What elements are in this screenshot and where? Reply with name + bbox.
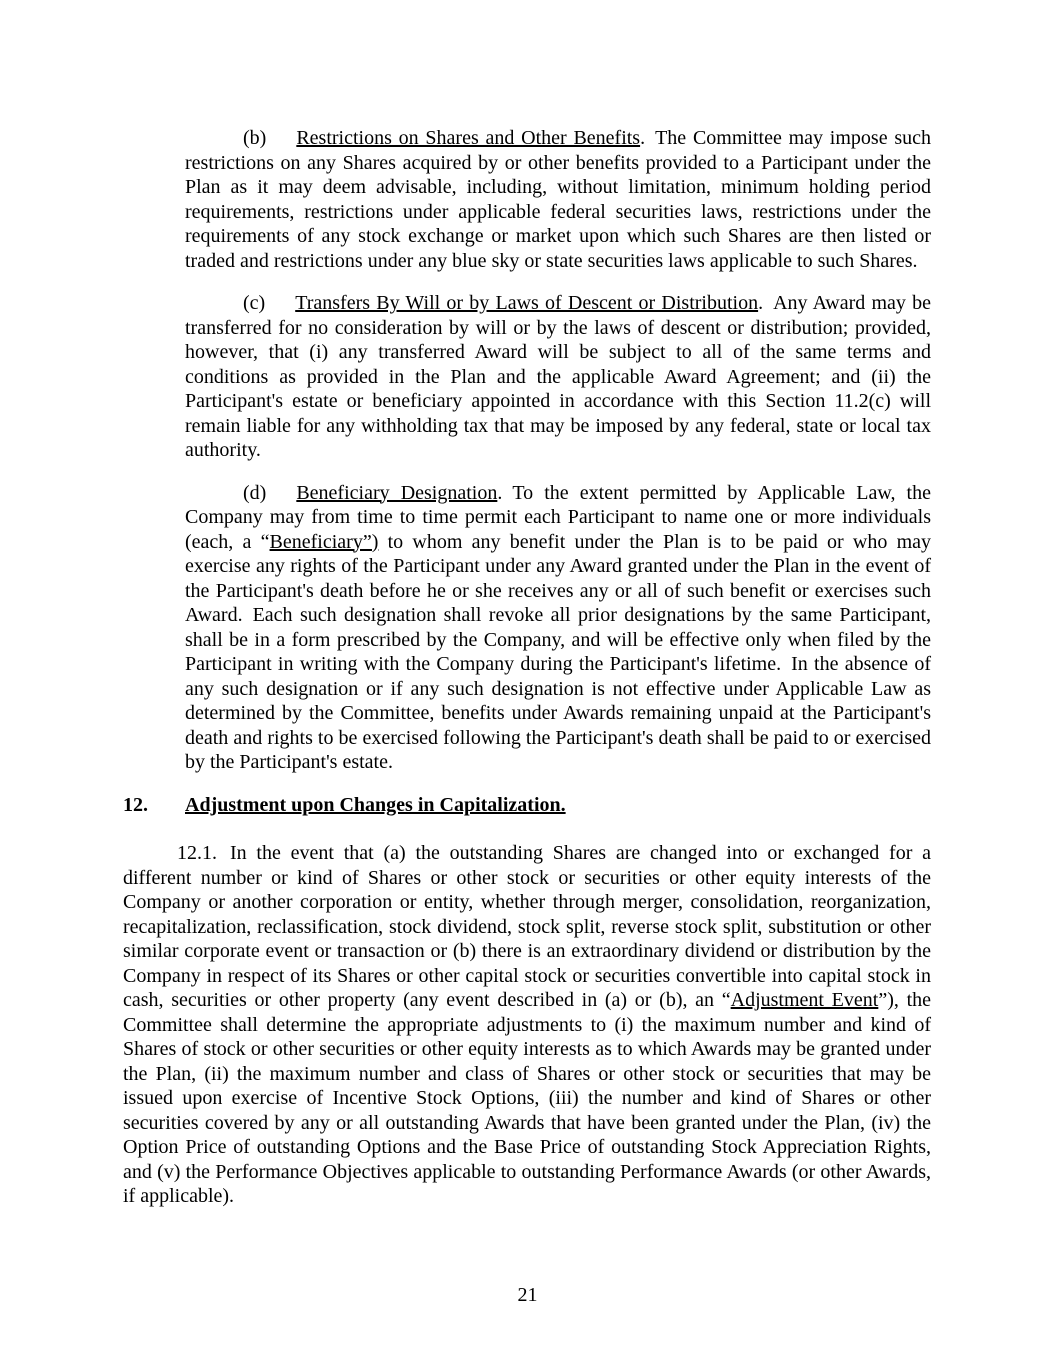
section-12-heading <box>123 793 931 818</box>
document-body <box>123 126 931 1227</box>
paragraph-beneficiary-designation <box>185 481 931 775</box>
underlined-text-run: Restrictions on Shares and Other Benefits <box>296 127 641 149</box>
section-12-number: 12. <box>123 793 148 816</box>
section-12-title: Adjustment upon Changes in Capitalization. <box>185 793 566 816</box>
paragraph-restrictions-on-shares <box>185 126 931 273</box>
underlined-text-run: Transfers By Will or by Laws of Descent or Distribution <box>295 292 759 314</box>
text-run: (d) <box>243 481 267 504</box>
text-run: . The Committee may impose such restrictions on any Shares acquired by or other benefits provided to a Participant under the Plan as it may deem advisable, including, without limitation, minimum holding period requirements, restrictions under applicable federal securities laws, restrictions under the requirements of any stock exchange or market upon which such Shares are then listed or traded and restrictions under any blue sky or state securities laws applicable to such Shares. <box>185 127 931 272</box>
underlined-text-run: Beneficiary”) <box>269 530 379 553</box>
text-run: In the event that (a) the outstanding Shares are changed into or exchanged for a different number or kind of Shares or other stock or securities or other equity interests of the Company or another corporation or entity, whether through merger, consolidation, reorganization, recapitalization, reclassification, stock dividend, stock split, reverse stock split, substitution or other similar corporate event or transaction or (b) there is an extraordinary dividend or distribution by the Company in respect of its Shares or other capital stock or securities convertible into capital stock in cash, securities or other property (any event described in (a) or (b), an “ <box>123 842 931 1011</box>
text-run: (c) <box>243 292 266 314</box>
underlined-text-run: Adjustment Event <box>730 989 879 1011</box>
page-number: 21 <box>517 1284 538 1306</box>
text-run: . Any Award may be transferred for no consideration by will or by the laws of descent or distribution; provided, however, that (i) any transferred Award will be subject to all of the same terms and conditions as provided in the Plan and the applicable Award Agreement; and (ii) the Participant's estate or beneficiary appointed in accordance with this Section 11.2(c) will remain liable for any withholding tax that may be imposed by any federal, state or local tax authority. <box>185 292 931 461</box>
text-run: (b) <box>243 127 267 149</box>
text-run: ”), the Committee shall determine the appropriate adjustments to (i) the maximum number and kind of Shares of stock or other securities or other equity interests as to which Awards may be granted under the Plan, (ii) the maximum number and class of Shares or other stock or securities that may be issued upon exercise of Incentive Stock Options, (iii) the number and kind of Shares or other securities covered by any or all outstanding Awards that have been granted under the Plan, (iv) the Option Price of outstanding Options and the Base Price of outstanding Stock Appreciation Rights, and (v) the Performance Objectives applicable to outstanding Performance Awards (or other Awards, if applicable). <box>123 989 931 1207</box>
paragraph-transfers-by-will <box>185 291 931 463</box>
paragraph-12-1-adjustment-event <box>123 841 931 1209</box>
text-run: 12.1. <box>177 842 217 864</box>
text-run: to whom any benefit under the Plan is to be paid or who may exercise any rights of the Participant under any Award granted under the Plan in the event of the Participant's death before he or she receives any or all of such benefit or exercises such Award. Each such designation shall revoke all prior designations by the same Participant, shall be in a form prescribed by the Company, and will be effective only when filed by the Participant in writing with the Company during the Participant's lifetime. In the absence of any such designation or if any such designation is not effective under Applicable Law as determined by the Committee, benefits under Awards remaining unpaid at the Participant's death and rights to be exercised following the Participant's death shall be paid to or exercised by the Participant's estate. <box>185 530 931 773</box>
underlined-text-run: Beneficiary Designation <box>296 481 498 504</box>
text-run: . To the extent permitted by Applicable Law, the Company may from time to time permit each Participant to name one or more individuals (each, a “ <box>185 481 931 553</box>
